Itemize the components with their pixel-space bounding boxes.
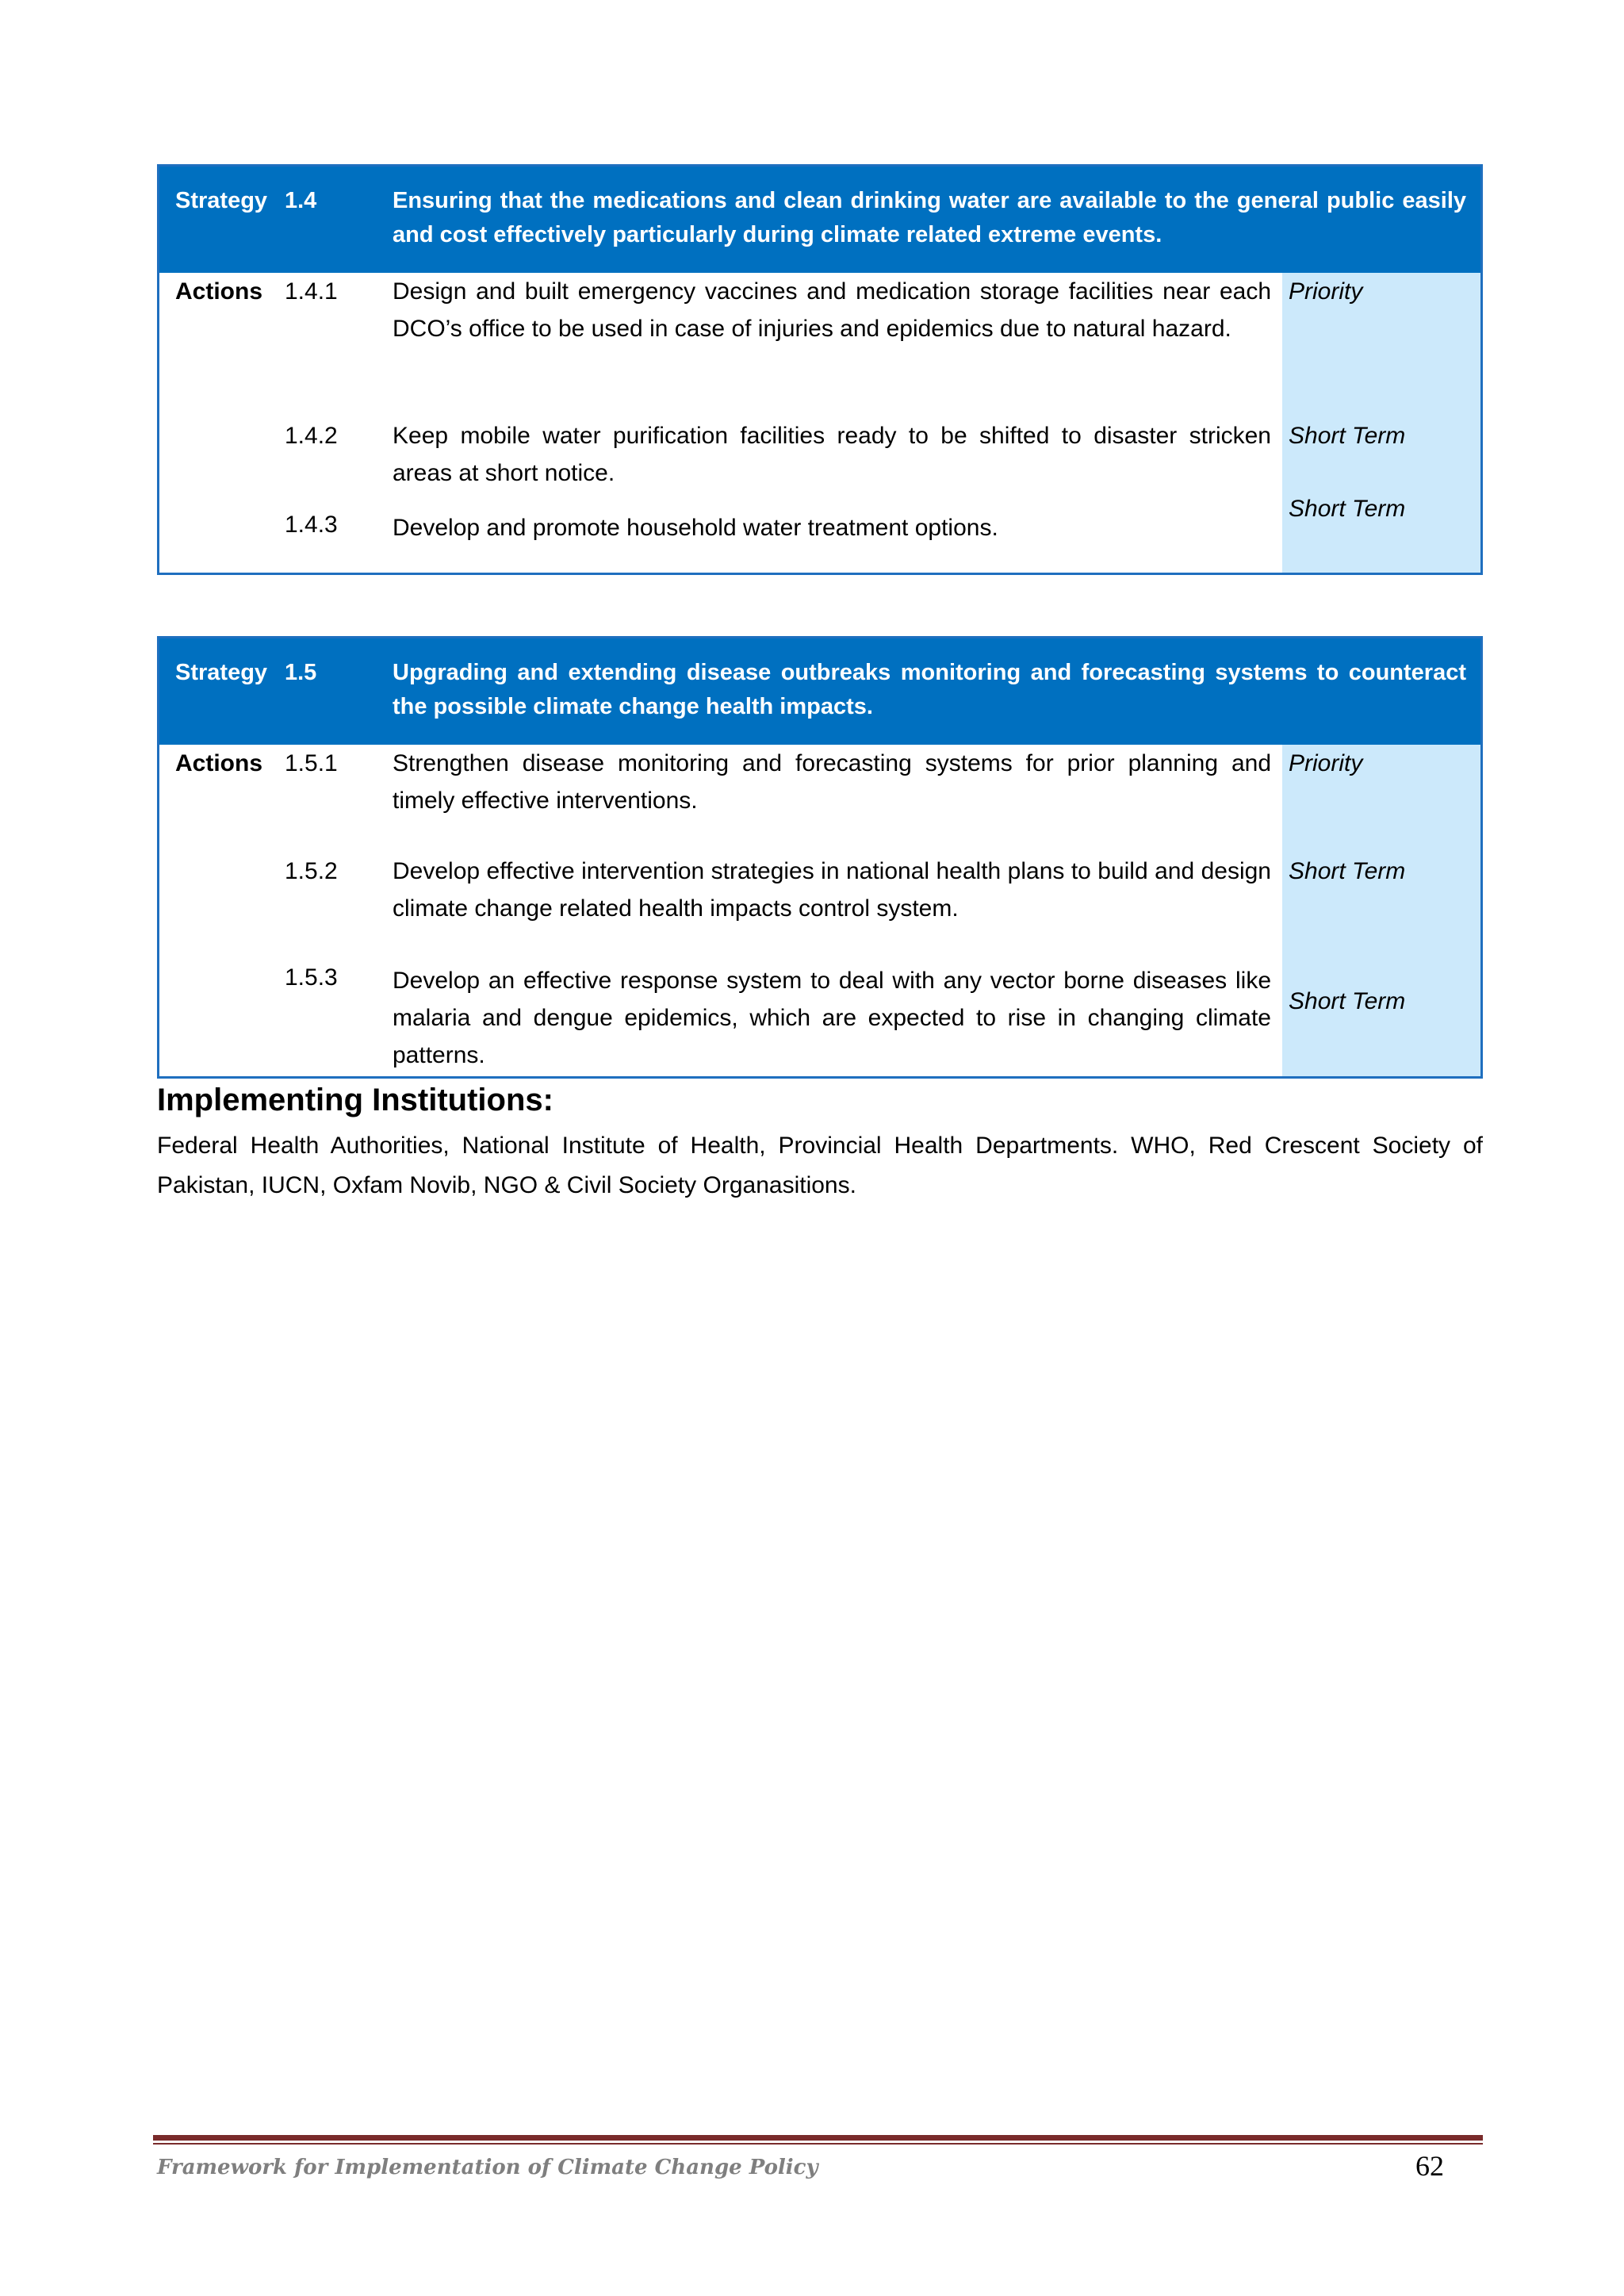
strategy-table-1-4 — [157, 164, 1483, 575]
strategy-number: 1.5 — [285, 660, 317, 685]
action-priority: Short Term — [1289, 496, 1406, 522]
action-text: Design and built emergency vaccines and medication storage facilities near each DCO’s office to be used in case of injuries and epidemics due to natural hazard. — [393, 278, 1271, 342]
implementing-text: Federal Health Authorities, National Institute of Health, Provincial Health Departments. WHO, Red Crescent Society of Pakistan, IUCN, Oxfam Novib, NGO & Civil Society Organasitions. — [157, 1133, 1483, 1198]
strategy-label: Strategy — [175, 188, 268, 213]
implementing-heading: Implementing Institutions: — [157, 1083, 553, 1117]
strategy-number: 1.4 — [285, 188, 317, 213]
action-text: Develop effective intervention strategies in national health plans to build and design climate change related health impacts control system. — [393, 858, 1271, 922]
action-id: 1.5.1 — [285, 750, 338, 776]
page-number: 62 — [1415, 2150, 1444, 2182]
footer-title: Framework for Implementation of Climate Change Policy — [157, 2156, 818, 2179]
action-priority: Priority — [1289, 278, 1363, 305]
action-row — [159, 273, 1363, 347]
action-row — [159, 853, 1406, 927]
footer-rule — [153, 2135, 1483, 2141]
action-id: 1.4.1 — [285, 278, 338, 305]
action-row — [159, 496, 1406, 543]
strategy-title: Upgrading and extending disease outbreaks monitoring and forecasting systems to counteract the possible climate change health impacts. — [393, 660, 1466, 719]
action-priority: Short Term — [1289, 423, 1406, 449]
strategy-header — [159, 638, 1480, 745]
actions-body — [159, 273, 1480, 573]
action-priority: Short Term — [1289, 988, 1406, 1014]
actions-body — [159, 745, 1480, 1076]
action-text: Develop an effective response system to deal with any vector borne diseases like malaria and dengue epidemics, which are expected to rise in changing climate patterns. — [393, 968, 1271, 1068]
action-priority: Short Term — [1289, 858, 1406, 884]
action-priority: Priority — [1289, 750, 1363, 776]
action-id: 1.4.2 — [285, 423, 338, 449]
action-id: 1.5.3 — [285, 964, 338, 991]
action-text: Strengthen disease monitoring and forecasting systems for prior planning and timely effective interventions. — [393, 750, 1271, 814]
action-id: 1.5.2 — [285, 858, 338, 884]
action-id: 1.4.3 — [285, 512, 338, 538]
priority-column — [1282, 745, 1480, 1076]
strategy-title: Ensuring that the medications and clean drinking water are available to the general public easily and cost effectively particularly during climate related extreme events. — [393, 188, 1466, 247]
action-row — [159, 959, 1406, 1071]
actions-label: Actions — [175, 278, 263, 305]
strategy-table-1-5 — [157, 636, 1483, 1079]
action-row — [159, 745, 1363, 819]
strategy-label: Strategy — [175, 660, 268, 685]
strategy-header — [159, 167, 1480, 273]
actions-label: Actions — [175, 750, 263, 776]
action-text: Keep mobile water purification facilities ready to be shifted to disaster stricken areas at short notice. — [393, 423, 1271, 486]
action-text: Develop and promote household water treatment options. — [393, 515, 998, 541]
action-row — [159, 417, 1406, 492]
footer-rule-thin — [153, 2143, 1483, 2145]
